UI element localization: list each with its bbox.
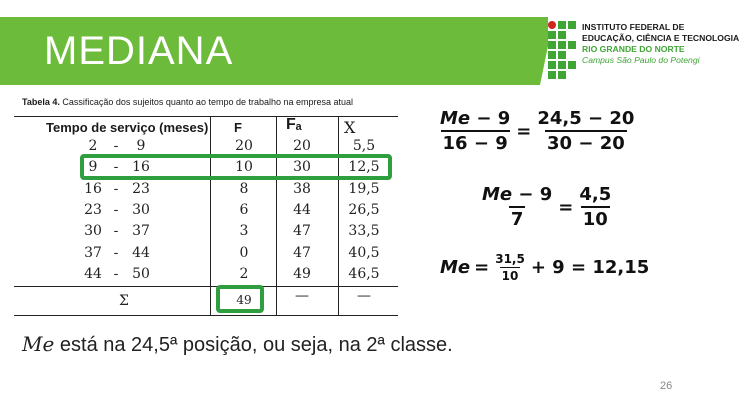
row-midpoint: 46,5 <box>348 265 380 282</box>
row-dash: - <box>113 180 119 197</box>
total-x: — <box>357 288 371 304</box>
eq3-me: Me <box>440 257 471 278</box>
table-caption-text: Cassificação dos sujeitos quanto ao tempo de trabalho na empresa atual <box>59 97 354 107</box>
eq1-left-fraction <box>438 108 512 154</box>
column-header-x: X <box>344 118 356 137</box>
table-caption-label: Tabela 4. <box>22 97 60 107</box>
eq2-den-right: 10 <box>581 206 610 230</box>
eq1-right-fraction <box>535 108 636 154</box>
statement-me: Me <box>22 332 55 356</box>
equation-2 <box>480 184 613 230</box>
median-statement <box>22 332 453 357</box>
slide-title: MEDIANA <box>44 29 234 73</box>
row-dash: - <box>113 138 119 154</box>
eq2-right-fraction <box>577 184 613 230</box>
row-cumulative-frequency: 44 <box>293 201 311 218</box>
row-lower-bound: 44 <box>84 265 102 282</box>
eq1-den-right: 30 − 20 <box>545 130 627 154</box>
row-frequency: 8 <box>239 180 249 197</box>
eq3-num: 31,5 <box>495 252 525 266</box>
row-frequency: 3 <box>239 223 249 240</box>
row-frequency: 20 <box>235 138 253 154</box>
equation-1 <box>438 108 636 154</box>
row-lower-bound: 16 <box>84 180 102 197</box>
ifrn-logo <box>548 17 739 85</box>
logo-line-1: INSTITUTO FEDERAL DE <box>582 22 685 32</box>
row-lower-bound: 30 <box>84 223 102 240</box>
eq2-equals: = <box>558 196 574 218</box>
table-bottom-rule <box>14 315 398 316</box>
row-cumulative-frequency: 47 <box>293 244 311 261</box>
row-dash: - <box>113 244 119 261</box>
ifrn-logo-icon <box>548 21 578 81</box>
row-cumulative-frequency: 20 <box>293 138 311 154</box>
eq2-left-fraction <box>480 184 554 230</box>
table-divider <box>210 116 211 316</box>
row-frequency: 6 <box>239 201 249 218</box>
table-total-rule <box>14 286 398 287</box>
row-midpoint: 19,5 <box>348 180 380 197</box>
row-upper-bound: 9 <box>136 138 146 154</box>
row-upper-bound: 23 <box>132 180 150 197</box>
row-frequency: 0 <box>239 244 249 261</box>
median-class-highlight <box>80 154 392 180</box>
row-lower-bound: 9 <box>88 159 98 176</box>
table-caption <box>22 97 353 107</box>
eq1-den-left: 16 − 9 <box>441 130 510 154</box>
row-frequency: 10 <box>235 159 253 176</box>
title-band <box>0 17 540 85</box>
row-cumulative-frequency: 30 <box>293 159 311 176</box>
slide-header <box>0 17 739 85</box>
eq2-me: Me <box>482 184 513 205</box>
row-dash: - <box>113 201 119 218</box>
row-midpoint: 40,5 <box>348 244 380 261</box>
row-midpoint: 26,5 <box>348 201 380 218</box>
row-upper-bound: 50 <box>132 265 150 282</box>
eq2-num-left: − 9 <box>512 184 553 205</box>
row-dash: - <box>113 265 119 282</box>
table-divider <box>338 116 339 316</box>
eq3-den: 10 <box>501 269 519 283</box>
logo-line-4: Campus São Paulo do Potengi <box>582 55 700 65</box>
logo-line-2: EDUCAÇÃO, CIÊNCIA E TECNOLOGIA <box>582 33 739 43</box>
row-cumulative-frequency: 38 <box>293 180 311 197</box>
row-upper-bound: 37 <box>132 223 150 240</box>
column-header-fa: Fₐ <box>286 116 302 133</box>
row-frequency: 2 <box>239 265 249 282</box>
row-lower-bound: 23 <box>84 201 102 218</box>
eq2-den-left: 7 <box>509 206 526 230</box>
row-cumulative-frequency: 49 <box>293 265 311 282</box>
logo-line-3: RIO GRANDE DO NORTE <box>582 44 685 54</box>
total-highlight <box>216 285 264 313</box>
table-top-rule <box>14 116 398 117</box>
total-label: Σ <box>119 293 129 309</box>
row-dash: - <box>113 223 119 240</box>
table-divider <box>276 116 277 316</box>
equation-3 <box>440 252 653 283</box>
row-cumulative-frequency: 47 <box>293 223 311 240</box>
row-upper-bound: 16 <box>132 159 150 176</box>
row-midpoint: 12,5 <box>348 159 380 176</box>
column-header-f: F <box>234 120 242 135</box>
eq3-equals: = <box>474 257 490 278</box>
eq2-num-right: 4,5 <box>579 184 612 205</box>
frequency-table <box>14 116 398 316</box>
page-number: 26 <box>660 380 673 392</box>
eq1-equals: = <box>516 120 532 142</box>
eq3-fraction <box>493 252 527 283</box>
eq1-me: Me <box>440 108 471 129</box>
row-dash: - <box>113 159 119 176</box>
row-midpoint: 33,5 <box>348 223 380 240</box>
row-midpoint: 5,5 <box>352 138 376 154</box>
logo-text <box>582 22 739 66</box>
total-fa: — <box>295 288 309 304</box>
row-lower-bound: 37 <box>84 244 102 261</box>
column-header-interval: Tempo de serviço (meses) <box>46 120 209 135</box>
total-f: 49 <box>236 293 252 307</box>
eq1-num-left: − 9 <box>470 108 511 129</box>
row-lower-bound: 2 <box>88 138 98 154</box>
eq3-result: + 9 = 12,15 <box>530 257 650 278</box>
eq1-num-right: 24,5 − 20 <box>537 108 635 129</box>
statement-text: está na 24,5ª posição, ou seja, na 2ª classe. <box>54 334 453 356</box>
row-upper-bound: 30 <box>132 201 150 218</box>
row-upper-bound: 44 <box>132 244 150 261</box>
